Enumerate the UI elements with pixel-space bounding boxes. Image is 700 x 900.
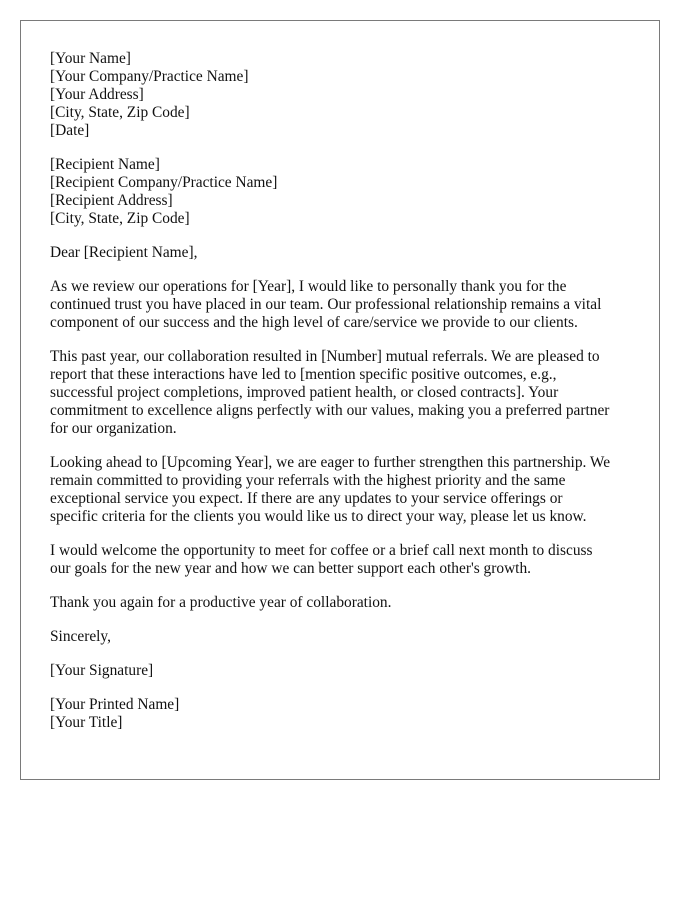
salutation: Dear [Recipient Name],	[50, 244, 198, 261]
paragraph-line: commitment to excellence aligns perfectly with our values, making you a preferred partner	[50, 402, 610, 419]
closing: Sincerely,	[50, 628, 111, 645]
paragraph-meeting	[50, 542, 640, 578]
sender-address: [Your Address]	[50, 86, 144, 103]
paragraph-line: for our organization.	[50, 420, 177, 437]
paragraph-line: successful project completions, improved patient health, or closed contracts]. Your	[50, 384, 559, 401]
paragraph-line: report that these interactions have led to [mention specific positive outcomes, e.g.,	[50, 366, 557, 383]
sender-city-state-zip: [City, State, Zip Code]	[50, 104, 190, 121]
paragraph-thanks-intro	[50, 278, 640, 332]
signatory-title: [Your Title]	[50, 714, 123, 731]
signature-placeholder: [Your Signature]	[50, 662, 154, 679]
paragraph-line: component of our success and the high level of care/service we provide to our clients.	[50, 314, 578, 331]
recipient-company: [Recipient Company/Practice Name]	[50, 174, 278, 191]
recipient-block	[50, 156, 640, 228]
recipient-address: [Recipient Address]	[50, 192, 173, 209]
letter-body	[50, 50, 640, 748]
sender-name: [Your Name]	[50, 50, 131, 67]
paragraph-line: continued trust you have placed in our team. Our professional relationship remains a vital	[50, 296, 602, 313]
printed-name: [Your Printed Name]	[50, 696, 180, 713]
paragraph-line: This past year, our collaboration resulted in [Number] mutual referrals. We are pleased to	[50, 348, 600, 365]
thanks-line: Thank you again for a productive year of collaboration.	[50, 594, 392, 611]
paragraph-line: remain committed to providing your referrals with the highest priority and the same	[50, 472, 566, 489]
paragraph-line: exceptional service you expect. If there are any updates to your service offerings or	[50, 490, 563, 507]
sender-company: [Your Company/Practice Name]	[50, 68, 249, 85]
paragraph-referrals	[50, 348, 640, 438]
paragraph-line: As we review our operations for [Year], I would like to personally thank you for the	[50, 278, 567, 295]
paragraph-line: specific criteria for the clients you would like us to direct your way, please let us know.	[50, 508, 587, 525]
recipient-city-state-zip: [City, State, Zip Code]	[50, 210, 190, 227]
sender-block	[50, 50, 640, 140]
recipient-name: [Recipient Name]	[50, 156, 160, 173]
paragraph-line: Looking ahead to [Upcoming Year], we are eager to further strengthen this partnership. We	[50, 454, 611, 471]
paragraph-line: I would welcome the opportunity to meet for coffee or a brief call next month to discuss	[50, 542, 593, 559]
paragraph-line: our goals for the new year and how we can better support each other's growth.	[50, 560, 532, 577]
letter-page	[20, 20, 660, 780]
letter-date: [Date]	[50, 122, 90, 139]
paragraph-looking-ahead	[50, 454, 640, 526]
signatory-block	[50, 696, 640, 732]
